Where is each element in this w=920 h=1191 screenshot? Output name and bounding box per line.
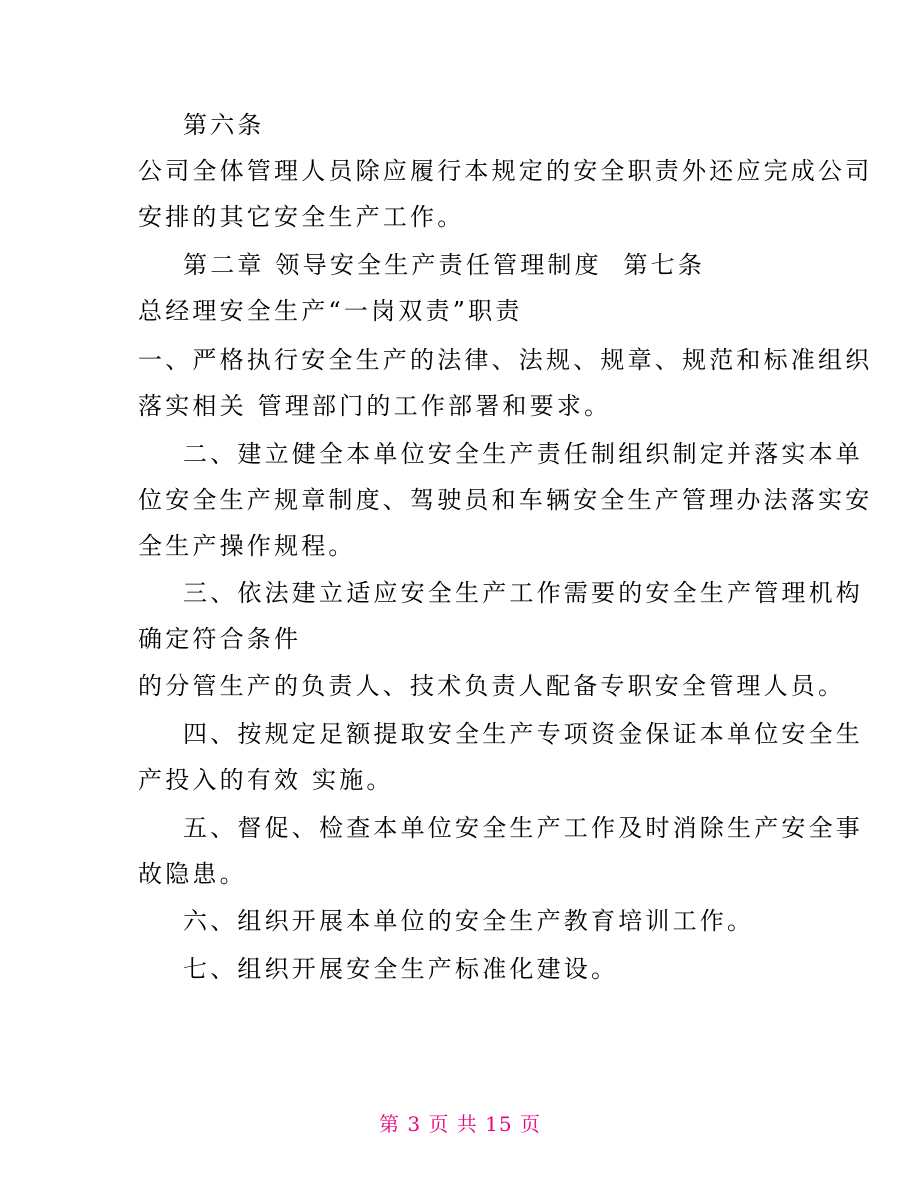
text-line-paragraph: 总经理安全生产“一岗双责”职责 (138, 297, 523, 325)
text-line-item-5: 五、督促、检查本单位安全生产工作及时消除生产安全事 (183, 814, 863, 842)
text-line-item-2: 二、建立健全本单位安全生产责任制组织制定并落实本单 (183, 440, 863, 468)
text-line-paragraph: 安排的其它安全生产工作。 (138, 203, 465, 231)
text-line-item-2-cont: 全生产操作规程。 (138, 532, 356, 560)
text-line-item-7: 七、组织开展安全生产标准化建设。 (183, 955, 619, 983)
text-line-item-3: 三、依法建立适应安全生产工作需要的安全生产管理机构 (183, 579, 863, 607)
text-line-chapter-heading: 第二章 领导安全生产责任管理制度 第七条 (183, 251, 706, 279)
text-line-item-5-cont: 故隐患。 (138, 860, 247, 888)
text-line-item-3-cont: 确定符合条件 (138, 625, 302, 653)
text-line-item-4-cont: 产投入的有效 实施。 (138, 766, 394, 794)
text-line-item-1: 一、严格执行安全生产的法律、法规、规章、规范和标准组织 (138, 346, 873, 374)
text-line-item-6: 六、组织开展本单位的安全生产教育培训工作。 (183, 907, 755, 935)
text-line-item-1-cont: 落实相关 管理部门的工作部署和要求。 (138, 392, 612, 420)
text-line-item-3-cont: 的分管生产的负责人、技术负责人配备专职安全管理人员。 (138, 672, 846, 700)
text-line-item-4: 四、按规定足额提取安全生产专项资金保证本单位安全生 (183, 720, 863, 748)
text-line-paragraph: 公司全体管理人员除应履行本规定的安全职责外还应完成公司 (138, 157, 873, 185)
page-indicator: 第 3 页 共 15 页 (379, 1112, 541, 1136)
text-line-article-6: 第六条 (183, 111, 265, 139)
text-line-item-2-cont: 位安全生产规章制度、驾驶员和车辆安全生产管理办法落实安 (138, 486, 873, 514)
